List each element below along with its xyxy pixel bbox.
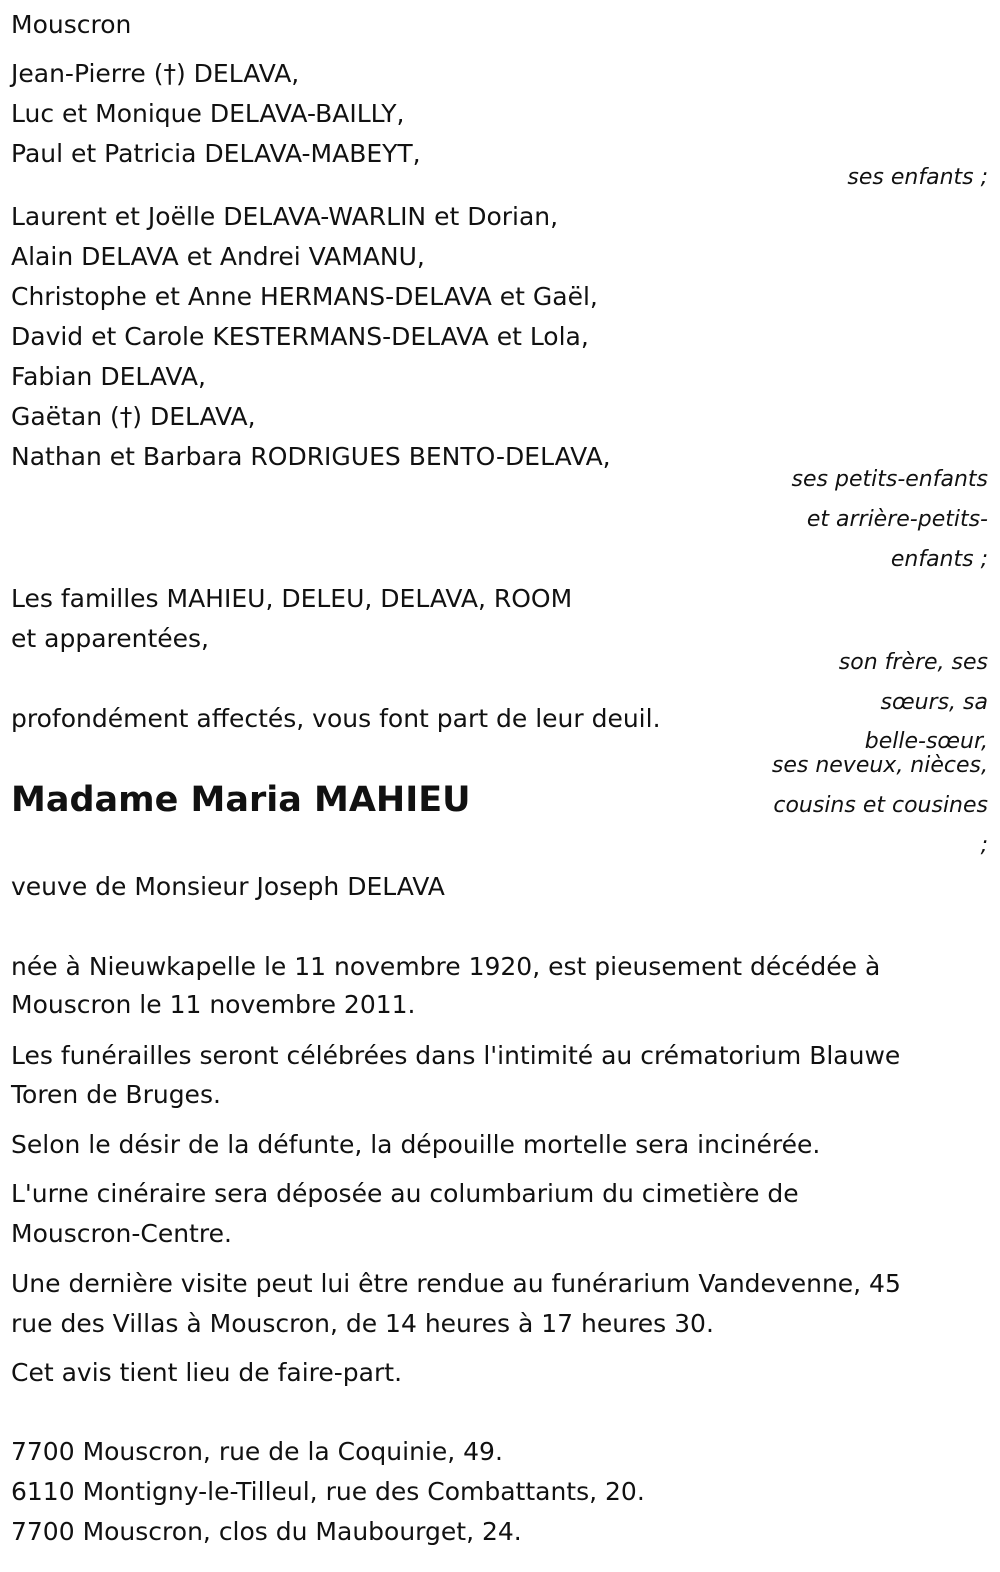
siblings-role: son frère, ses [838,650,988,675]
body-line: L'urne cinéraire sera déposée au columbarium du cimetière de [11,1179,799,1208]
body-line: Selon le désir de la défunte, la dépouille mortelle sera incinérée. [11,1130,821,1159]
body-line: Toren de Bruges. [11,1080,221,1109]
address-line: 7700 Mouscron, clos du Maubourget, 24. [11,1517,522,1546]
announcement: profondément affectés, vous font part de leur deuil. [11,704,661,733]
address-line: 7700 Mouscron, rue de la Coquinie, 49. [11,1437,503,1466]
body-line: Les funérailles seront célébrées dans l'intimité au crématorium Blauwe [11,1041,901,1070]
families-line: et apparentées, [11,624,209,653]
families-line: Les familles MAHIEU, DELEU, DELAVA, ROOM [11,584,573,613]
grandchildren-line: Nathan et Barbara RODRIGUES BENTO-DELAVA, [11,442,611,471]
nephews-role: ; [980,833,988,858]
city-heading: Mouscron [11,10,132,39]
children-line: Jean-Pierre (†) DELAVA, [11,59,300,88]
grandchildren-role: et arrière-petits- [806,507,988,532]
grandchildren-line: Christophe et Anne HERMANS-DELAVA et Gaël, [11,282,598,311]
children-role: ses enfants ; [847,165,988,190]
grandchildren-role: enfants ; [890,547,988,572]
children-line: Luc et Monique DELAVA-BAILLY, [11,99,405,128]
body-line: Cet avis tient lieu de faire-part. [11,1358,403,1387]
siblings-role: sœurs, sa [880,690,988,715]
grandchildren-line: Gaëtan (†) DELAVA, [11,402,256,431]
grandchildren-line: David et Carole KESTERMANS-DELAVA et Lola, [11,322,589,351]
address-line: 6110 Montigny-le-Tilleul, rue des Combattants, 20. [11,1477,645,1506]
grandchildren-line: Alain DELAVA et Andrei VAMANU, [11,242,425,271]
body-line: Mouscron le 11 novembre 2011. [11,990,416,1019]
grandchildren-line: Laurent et Joëlle DELAVA-WARLIN et Dorian, [11,202,559,231]
grandchildren-line: Fabian DELAVA, [11,362,206,391]
body-line: Mouscron-Centre. [11,1219,232,1248]
nephews-role: ses neveux, nièces, [771,753,988,778]
siblings-role: belle-sœur, [864,729,988,754]
body-line: rue des Villas à Mouscron, de 14 heures à 17 heures 30. [11,1309,714,1338]
widow-of: veuve de Monsieur Joseph DELAVA [11,872,445,901]
children-line: Paul et Patricia DELAVA-MABEYT, [11,139,421,168]
nephews-role: cousins et cousines [773,793,988,818]
deceased-name: Madame Maria MAHIEU [11,780,471,820]
body-line: Une dernière visite peut lui être rendue au funérarium Vandevenne, 45 [11,1269,901,1298]
body-line: née à Nieuwkapelle le 11 novembre 1920, est pieusement décédée à [11,952,881,981]
grandchildren-role: ses petits-enfants [791,467,988,492]
